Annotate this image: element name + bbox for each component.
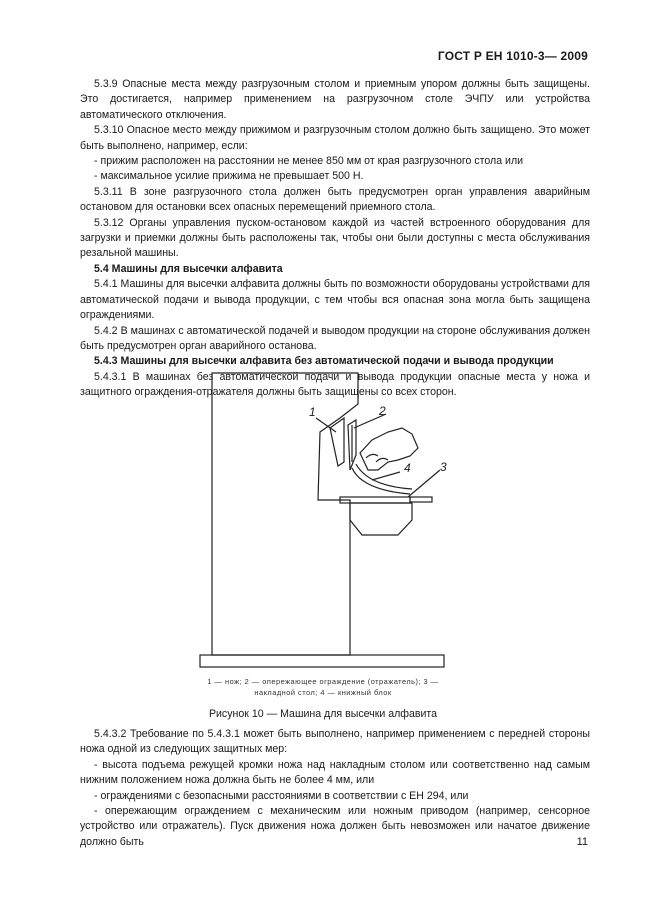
paragraph-5-3-10: 5.3.10 Опасное место между прижимом и разгрузочным столом должно быть защищено. Это может быть выполнено, например, если:	[80, 124, 590, 152]
machine-base	[200, 655, 444, 667]
figure-legend-line-1: 1 — нож; 2 — опережающее ограждение (отражатель); 3 —	[207, 677, 439, 686]
page-header-standard: ГОСТ Р ЕН 1010-3— 2009	[437, 49, 588, 63]
list-item: - опережающим ограждением с механическим или ножным приводом (например, сенсорное устройство или отражатель). Пуск движения ножа должен быть невозможен или начатое движение должно быть	[80, 805, 590, 848]
figure-label-1: 1	[309, 405, 316, 419]
text-block-top	[80, 77, 590, 401]
leader-line-3	[408, 470, 440, 497]
page-number: 11	[576, 836, 588, 848]
machine-frame	[212, 373, 358, 655]
text-block-bottom	[80, 727, 590, 850]
figure-label-4: 4	[404, 461, 411, 475]
list-item: - ограждениями с безопасными расстояниями в соответствии с ЕН 294, или	[94, 789, 469, 802]
list-item: - прижим расположен на расстоянии не менее 850 мм от края разгрузочного стола или	[94, 155, 524, 168]
leader-line-4	[372, 472, 400, 480]
paragraph-5-4-1: 5.4.1 Машины для высечки алфавита должны быть по возможности оборудованы устройствами для автоматической подачи и вывода продукции, с тем чтобы вся опасная зона могла быть защищена ограждениями.	[80, 278, 590, 322]
figure-label-2: 2	[379, 404, 386, 418]
figure-caption: Рисунок 10 — Машина для высечки алфавита	[208, 708, 438, 720]
section-heading-5-4: 5.4 Машины для высечки алфавита	[94, 262, 283, 275]
section-heading-5-4-3: 5.4.3 Машины для высечки алфавита без автоматической подачи и вывода продукции	[94, 355, 554, 368]
machine-diagram	[0, 365, 646, 675]
book-block	[352, 468, 410, 494]
paragraph-5-3-9: 5.3.9 Опасные места между разгрузочным столом и приемным упором должны быть защищены. Это достигается, например применением на разгрузочном столе ЭЧПУ или устройства автоматического отключения.	[80, 78, 590, 121]
list-item: - высота подъема режущей кромки ножа над накладным столом или соответственно над самым нижним положением ножа должна быть не более 4 мм, или	[80, 758, 590, 787]
figure-legend-line-2: накладной стол; 4 — книжный блок	[254, 688, 392, 697]
table-support	[350, 503, 412, 535]
paragraph-5-3-11: 5.3.11 В зоне разгрузочного стола должен быть предусмотрен орган управления аварийным остановом для остановки всех опасных перемещений приемного стола.	[80, 185, 590, 214]
figure-legend	[0, 676, 646, 698]
paragraph-5-4-3-2: 5.4.3.2 Требование по 5.4.3.1 может быть выполнено, например применением с передней стороны ножа одной из следующих защитных мер:	[80, 728, 590, 756]
knife	[330, 418, 344, 466]
paragraph-5-4-2: 5.4.2 В машинах с автоматической подачей и выводом продукции на стороне обслуживания должен быть предусмотрен орган аварийного останова.	[80, 324, 590, 352]
paragraph-5-3-12: 5.3.12 Органы управления пуском-остановом каждой из частей встроенного оборудования для загрузки и приемки должны быть расположены так, чтобы они были доступны с места обслуживания резальной машины.	[80, 216, 590, 260]
figure-label-3: 3	[440, 460, 447, 474]
paragraph-5-4-3-1: 5.4.3.1 В машинах без автоматической подачи и вывода продукции опасные места у ножа и защитного ограждения-отражателя должны быть защищены со всех сторон.	[80, 370, 590, 399]
list-item: - максимальное усилие прижима не превышает 500 Н.	[94, 170, 364, 183]
leader-line-1	[316, 418, 336, 432]
